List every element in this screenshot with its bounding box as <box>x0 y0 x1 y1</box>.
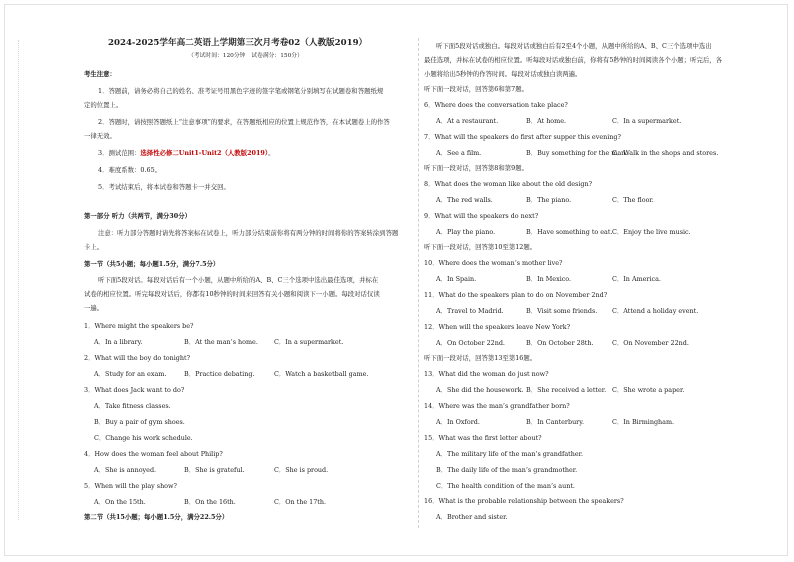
q1-option-b[interactable]: B．At the man’s home. <box>184 338 258 346</box>
note-4: 4．难度系数：0.65。 <box>98 166 162 174</box>
note-1b: 定的位置上。 <box>84 101 123 109</box>
section2-intro-b: 最佳选项，并标在试卷的相应位置。听每段对话或独白前，你将有5秒钟的时间阅读各个小题；听完后，各 <box>424 56 723 64</box>
question-3: 3．What does Jack want to do? <box>84 386 185 394</box>
q16-option-a[interactable]: A．Brother and sister. <box>436 513 508 521</box>
notes-heading: 考生注意： <box>84 70 116 78</box>
section1-intro-b: 试卷的相应位置。听完每段对话后，你都有10秒钟的时间来回答有关小题和阅读下一小题。每段对话仅读 <box>84 290 380 298</box>
q14-option-b[interactable]: B．In Canterbury. <box>526 418 585 426</box>
question-14: 14．Where was the man’s grandfather born? <box>424 402 570 410</box>
q8-option-a[interactable]: A．The red walls. <box>436 196 493 204</box>
question-8: 8．What does the woman like about the old design? <box>424 180 592 188</box>
q8-option-b[interactable]: B．The piano. <box>526 196 572 204</box>
q12-option-c[interactable]: C．On November 22nd. <box>612 339 689 347</box>
part1-heading: 第一部分 听力（共两节，满分30分） <box>84 212 191 220</box>
q4-option-b[interactable]: B．She is grateful. <box>184 466 245 474</box>
binding-line <box>18 40 19 520</box>
question-1: 1．Where might the speakers be? <box>84 322 194 330</box>
q14-option-a[interactable]: A．In Oxford. <box>436 418 480 426</box>
q7-option-b[interactable]: B．Buy something for the man. <box>526 149 628 157</box>
note-3-suffix: 。 <box>268 149 275 157</box>
question-12: 12．When will the speakers leave New York? <box>424 323 571 331</box>
q5-option-a[interactable]: A．On the 15th. <box>94 498 146 506</box>
section1-heading: 第一节（共5小题；每小题1.5分，满分7.5分） <box>84 260 220 268</box>
test-range: 选择性必修二Unit1-Unit2（人教版2019） <box>140 149 269 157</box>
prompt-q10-12: 听下面一段对话，回答第10至第12题。 <box>424 243 537 251</box>
section1-intro-a: 听下面5段对话。每段对话后有一个小题，从题中所给的A、B、C三个选项中选出最佳选项，并标在 <box>98 276 379 284</box>
q13-option-c[interactable]: C．She wrote a paper. <box>612 386 685 394</box>
section2-heading: 第二节（共15小题；每小题1.5分，满分22.5分） <box>84 513 229 521</box>
q10-option-a[interactable]: A．In Spain. <box>436 275 477 283</box>
q11-option-c[interactable]: C．Attend a holiday event. <box>612 307 699 315</box>
q7-option-a[interactable]: A．See a film. <box>436 149 482 157</box>
q2-option-a[interactable]: A．Study for an exam. <box>94 370 167 378</box>
prompt-q8-9: 听下面一段对话，回答第8和第9题。 <box>424 164 528 172</box>
q15-option-b[interactable]: B．The daily life of the man’s grandmother. <box>436 466 578 474</box>
q11-option-b[interactable]: B．Visit some friends. <box>526 307 598 315</box>
q10-option-c[interactable]: C．In America. <box>612 275 661 283</box>
question-7: 7．What will the speakers do first after supper this evening? <box>424 133 621 141</box>
q13-option-b[interactable]: B．She received a letter. <box>526 386 607 394</box>
question-6: 6．Where does the conversation take place? <box>424 101 568 109</box>
question-16: 16．What is the probable relationship between the speakers? <box>424 497 624 505</box>
note-3 <box>98 149 274 158</box>
q11-option-a[interactable]: A．Travel to Madrid. <box>436 307 504 315</box>
question-5: 5．When will the play show? <box>84 482 177 490</box>
q3-option-c[interactable]: C．Change his work schedule. <box>94 434 193 442</box>
column-divider <box>418 38 419 528</box>
note-3-prefix: 3．测试范围： <box>98 149 141 157</box>
part1-note-b: 卡上。 <box>84 243 104 251</box>
q2-option-b[interactable]: B．Practice debating. <box>184 370 255 378</box>
q5-option-c[interactable]: C．On the 17th. <box>274 498 327 506</box>
question-10: 10．Where does the woman’s mother live? <box>424 259 563 267</box>
q14-option-c[interactable]: C．In Birmingham. <box>612 418 675 426</box>
question-13: 13．What did the woman do just now? <box>424 370 549 378</box>
question-15: 15．What was the first letter about? <box>424 434 542 442</box>
q5-option-b[interactable]: B．On the 16th. <box>184 498 236 506</box>
exam-title: 2024-2025学年高二英语上学期第三次月考卷02（人教版2019） <box>108 38 368 48</box>
q9-option-c[interactable]: C．Enjoy the live music. <box>612 228 691 236</box>
q12-option-a[interactable]: A．On October 22nd. <box>436 339 505 347</box>
question-2: 2．What will the boy do tonight? <box>84 354 191 362</box>
question-4: 4．How does the woman feel about Philip? <box>84 450 223 458</box>
note-5: 5．考试结束后，将本试卷和答题卡一并交回。 <box>98 183 230 191</box>
q15-option-a[interactable]: A．The military life of the man’s grandfather. <box>436 450 583 458</box>
prompt-q6-7: 听下面一段对话，回答第6和第7题。 <box>424 85 528 93</box>
q6-option-b[interactable]: B．At home. <box>526 117 567 125</box>
note-2a: 2．答题时，请按照答题纸上“注意事项”的要求，在答题纸相应的位置上规范作答，在本试题卷上的作答 <box>98 118 390 126</box>
q6-option-c[interactable]: C．In a supermarket. <box>612 117 682 125</box>
note-2b: 一律无效。 <box>84 132 116 140</box>
q2-option-c[interactable]: C．Watch a basketball game. <box>274 370 369 378</box>
q1-option-c[interactable]: C．In a supermarket. <box>274 338 344 346</box>
q3-option-b[interactable]: B．Buy a pair of gym shoes. <box>94 418 185 426</box>
note-1a: 1．答题前，请务必将自己的姓名、准考证号用黑色字迹的签字笔或钢笔分别填写在试题卷和答题纸规 <box>98 87 384 95</box>
section1-intro-c: 一遍。 <box>84 304 104 312</box>
q4-option-c[interactable]: C．She is proud. <box>274 466 329 474</box>
q9-option-a[interactable]: A．Play the piano. <box>436 228 496 236</box>
q12-option-b[interactable]: B．On October 28th. <box>526 339 594 347</box>
question-11: 11．What do the speakers plan to do on November 2nd? <box>424 291 608 299</box>
exam-subtitle: （考试时间：120分钟 试卷满分：150分） <box>188 53 303 59</box>
question-9: 9．What will the speakers do next? <box>424 212 539 220</box>
q1-option-a[interactable]: A．In a library. <box>94 338 143 346</box>
q9-option-b[interactable]: B．Have something to eat. <box>526 228 613 236</box>
q6-option-a[interactable]: A．At a restaurant. <box>436 117 499 125</box>
q7-option-c[interactable]: C．Walk in the shops and stores. <box>612 149 719 157</box>
q8-option-c[interactable]: C．The floor. <box>612 196 654 204</box>
q13-option-a[interactable]: A．She did the housework. <box>436 386 524 394</box>
q4-option-a[interactable]: A．She is annoyed. <box>94 466 157 474</box>
part1-note-a: 注意：听力部分答题时请先将答案标在试卷上，听力部分结束前你将有两分钟的时间将你的答案转涂到答题 <box>98 229 399 237</box>
q15-option-c[interactable]: C．The health condition of the man’s aunt. <box>436 482 575 490</box>
q10-option-b[interactable]: B．In Mexico. <box>526 275 572 283</box>
section2-intro-c: 小题将给出5秒钟的作答时间。每段对话或独白读两遍。 <box>424 70 582 78</box>
section2-intro-a: 听下面5段对话或独白。每段对话或独白后有2至4个小题，从题中所给的A、B、C三个选项中选出 <box>436 42 712 50</box>
q3-option-a[interactable]: A．Take fitness classes. <box>94 402 171 410</box>
prompt-q13-16: 听下面一段对话，回答第13至第16题。 <box>424 354 537 362</box>
